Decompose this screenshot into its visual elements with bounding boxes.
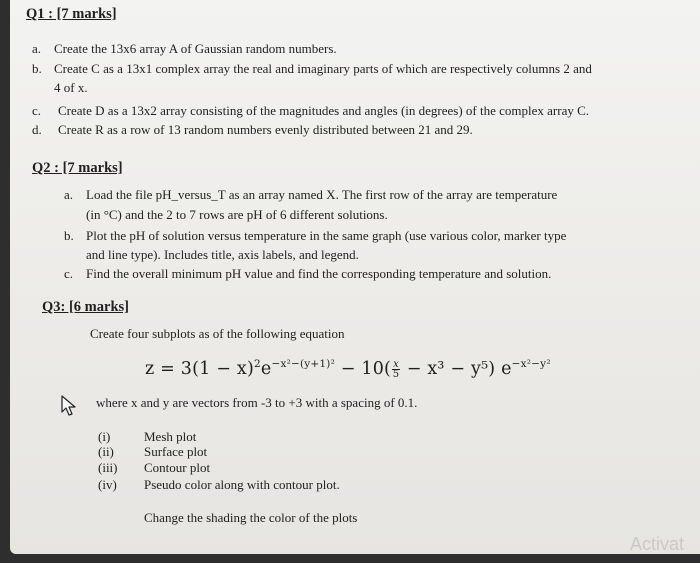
q3-iv-marker: (iv) — [98, 477, 117, 492]
q3-heading: Q3: [6 marks] — [42, 299, 129, 315]
q2-heading: Q2 : [7 marks] — [32, 160, 123, 176]
q2-b-text-line2: and line type). Includes title, axis labels, and legend. — [86, 247, 359, 262]
q2-c-text: Find the overall minimum pH value and find the corresponding temperature and solution. — [86, 266, 552, 281]
q3-i-text: Mesh plot — [144, 429, 197, 444]
q2-a-text-line1: Load the file pH_versus_T as an array named X. The first row of the array are temperature — [86, 187, 558, 202]
eq-part-z: z = 3(1 − x) — [145, 358, 254, 379]
q1-a-marker: a. — [32, 41, 42, 56]
q1-heading: Q1 : [7 marks] — [26, 6, 117, 22]
q1-b-text-line2: 4 of x. — [54, 80, 88, 95]
q3-intro: Create four subplots as of the following equation — [90, 326, 345, 341]
q3-iii-marker: (iii) — [98, 460, 118, 475]
q1-c-text: Create D as a 13x2 array consisting of the magnitudes and angles (in degrees) of the complex array C. — [58, 103, 590, 118]
eq-sup1: −x²−(y+1)² — [271, 358, 335, 370]
mouse-cursor-icon — [60, 395, 80, 417]
eq-exp1: 2 — [254, 358, 261, 370]
eq-rest: − x³ − y⁵) e — [400, 358, 512, 379]
q3-where: where x and y are vectors from -3 to +3 with a spacing of 0.1. — [96, 395, 418, 410]
q3-shading: Change the shading the color of the plots — [144, 510, 358, 525]
eq-sup2: −x²−y² — [511, 358, 551, 370]
q2-a-text-line2: (in °C) and the 2 to 7 rows are pH of 6 different solutions. — [86, 207, 388, 222]
q1-c-marker: c. — [32, 103, 42, 118]
eq-fraction — [392, 360, 400, 379]
q3-equation — [145, 358, 551, 379]
q3-ii-text: Surface plot — [144, 444, 208, 459]
q2-b-marker: b. — [64, 228, 74, 243]
q1-d-marker: d. — [32, 122, 42, 137]
q1-a-text: Create the 13x6 array A of Gaussian random numbers. — [54, 41, 337, 56]
eq-e1: e — [260, 358, 272, 379]
eq-frac-num: x — [393, 358, 399, 370]
q3-iv-text: Pseudo color along with contour plot. — [144, 477, 340, 492]
q1-b-text-line1: Create C as a 13x1 complex array the real and imaginary parts of which are respectively columns 2 and — [54, 61, 592, 76]
document-page — [10, 0, 700, 554]
q1-b-marker: b. — [32, 61, 42, 76]
activation-watermark: Activat — [630, 534, 685, 554]
q1-d-text: Create R as a row of 13 random numbers evenly distributed between 21 and 29. — [58, 122, 473, 137]
q2-b-text-line1: Plot the pH of solution versus temperature in the same graph (use various color, marker type — [86, 228, 567, 243]
q3-iii-text: Contour plot — [144, 460, 211, 475]
q3-ii-marker: (ii) — [98, 444, 114, 459]
eq-minus10: − 10( — [335, 358, 392, 379]
q2-c-marker: c. — [64, 266, 74, 281]
q2-a-marker: a. — [64, 187, 74, 202]
q3-i-marker: (i) — [98, 429, 111, 444]
eq-frac-den: 5 — [392, 368, 400, 380]
